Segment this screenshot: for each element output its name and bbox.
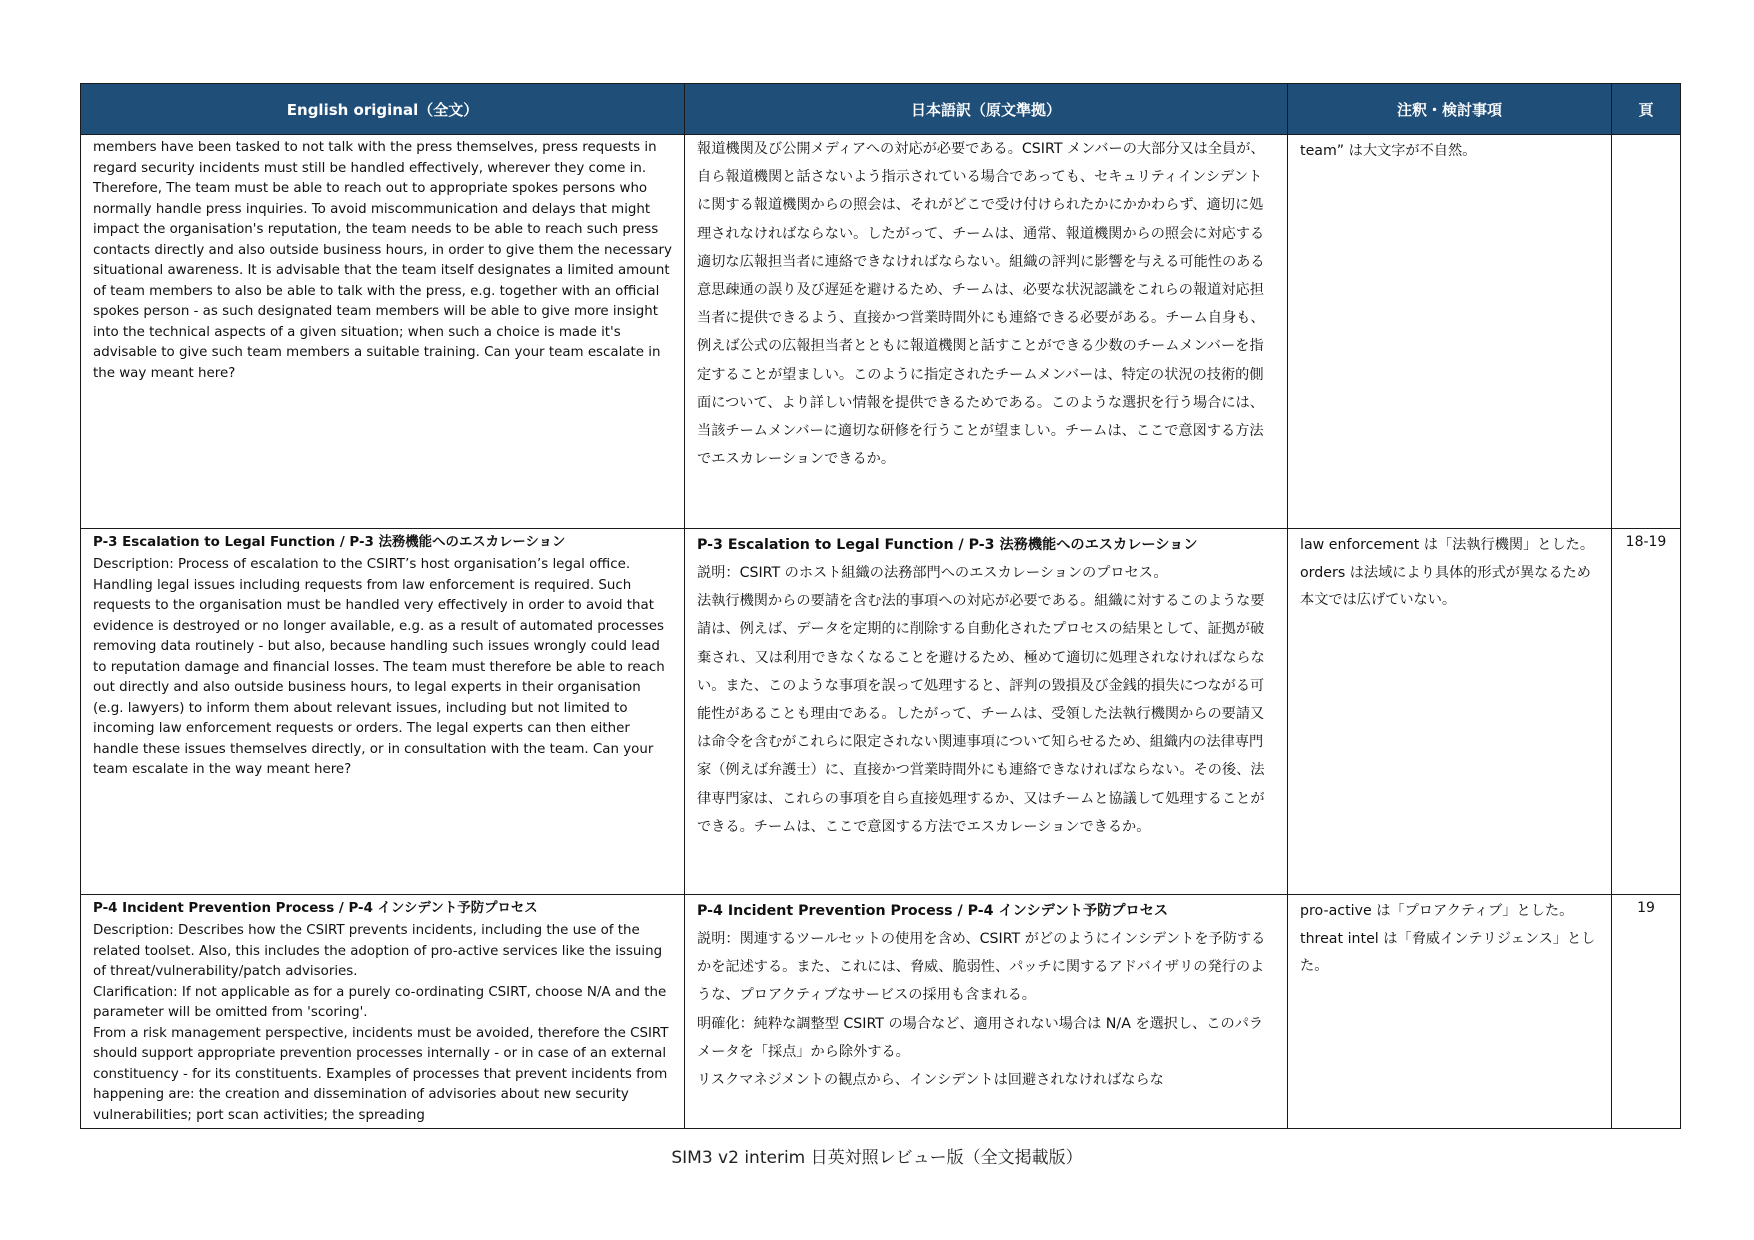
- english-paragraph: Description: Describes how the CSIRT prevents incidents, including the use of the related toolset. Also, this includes the adoption of pro-active services like the issuing of threat/vulnerability/patch advisories.: [93, 923, 663, 979]
- review-table: [80, 83, 1681, 1129]
- header-english-original: English original（全文）: [81, 84, 685, 135]
- english-paragraph: From a risk management perspective, incidents must be avoided, therefore the CSIRT should support appropriate prevention processes internally - or in case of an external constituency - for its constituents. Examples of processes that prevent incidents from happening are: the creation and dissemination of advisories about new security vulnerabilities; port scan activities; the spreading: [93, 1025, 669, 1123]
- english-paragraph: Clarification: If not applicable as for a purely co-ordinating CSIRT, choose N/A and the parameter will be omitted from 'scoring'.: [93, 984, 667, 1020]
- row-title-japanese: P-3 Escalation to Legal Function / P-3 法務機能へのエスカレーション: [697, 537, 1198, 553]
- table-header-row: [81, 84, 1681, 135]
- japanese-paragraph: 説明：関連するツールセットの使用を含め、CSIRT がどのようにインシデントを予防するかを記述する。また、これには、脅威、脆弱性、パッチに関するアドバイザリの発行のような、プロアクティブなサービスの採用も含まれる。: [697, 931, 1266, 1004]
- row-title-english: P-4 Incident Prevention Process / P-4 インシデント予防プロセス: [93, 901, 538, 916]
- english-cell: [81, 135, 685, 529]
- japanese-paragraph: 説明：CSIRT のホスト組織の法務部門へのエスカレーションのプロセス。: [697, 565, 1168, 581]
- row-title-japanese: P-4 Incident Prevention Process / P-4 インシデント予防プロセス: [697, 903, 1169, 919]
- english-paragraph: Description: Process of escalation to the CSIRT’s host organisation’s legal office.: [93, 557, 631, 572]
- japanese-cell: [685, 529, 1288, 895]
- header-japanese-translation: 日本語訳（原文準拠）: [685, 84, 1288, 135]
- table-row: [81, 895, 1681, 1129]
- page-cell: [1612, 135, 1681, 529]
- header-page: 頁: [1612, 84, 1681, 135]
- japanese-cell: [685, 895, 1288, 1129]
- table-row: [81, 529, 1681, 895]
- notes-cell: pro-active は「プロアクティブ」とした。threat intel は「脅威インテリジェンス」とした。: [1288, 895, 1612, 1129]
- page-cell: 18-19: [1612, 529, 1681, 895]
- row-title-english: P-3 Escalation to Legal Function / P-3 法務機能へのエスカレーション: [93, 535, 566, 550]
- header-notes: 注釈・検討事項: [1288, 84, 1612, 135]
- english-cell: [81, 529, 685, 895]
- table-row: [81, 135, 1681, 529]
- japanese-paragraph: 報道機関及び公開メディアへの対応が必要である。CSIRT メンバーの大部分又は全員が、自ら報道機関と話さないよう指示されている場合であっても、セキュリティインシデントに関する報道機関からの照会は、それがどこで受け付けられたかにかかわらず、適切に処理されなければならない。したがって、チームは、通常、報道機関からの照会に対応する適切な広報担当者に連絡できなければならない。組織の評判に影響を与える可能性のある意思疎通の誤り及び遅延を避けるため、チームは、必要な状況認識をこれらの報道対応担当者に提供できるよう、直接かつ営業時間外にも連絡できる必要がある。チーム自身も、例えば公式の広報担当者とともに報道機関と話すことができる少数のチームメンバーを指定することが望ましい。このように指定されたチームメンバーは、特定の状況の技術的側面について、より詳しい情報を提供できるためである。このような選択を行う場合には、当該チームメンバーに適切な研修を行うことが望ましい。チームは、ここで意図する方法でエスカレーションできるか。: [697, 141, 1265, 468]
- english-cell: [81, 895, 685, 1129]
- review-table-container: [80, 83, 1680, 1129]
- notes-cell: law enforcement は「法執行機関」とした。orders は法域により具体的形式が異なるため本文では広げていない。: [1288, 529, 1612, 895]
- japanese-paragraph: 明確化：純粋な調整型 CSIRT の場合など、適用されない場合は N/A を選択し、このパラメータを「採点」から除外する。: [697, 1015, 1264, 1060]
- page-footer: SIM3 v2 interim 日英対照レビュー版（全文掲載版）: [671, 1148, 1083, 1168]
- page-cell: 19: [1612, 895, 1681, 1129]
- japanese-cell: [685, 135, 1288, 529]
- japanese-paragraph: 法執行機関からの要請を含む法的事項への対応が必要である。組織に対するこのような要請は、例えば、データを定期的に削除する自動化されたプロセスの結果として、証拠が破棄され、又は利用できなくなることを避けるため、極めて適切に処理されなければならない。また、このような事項を誤って処理すると、評判の毀損及び金銭的損失につながる可能性があることも理由である。したがって、チームは、受領した法執行機関からの要請又は命令を含むがこれらに限定されない関連事項について知らせるため、組織内の法律専門家（例えば弁護士）に、直接かつ営業時間外にも連絡できなければならない。その後、法律専門家は、これらの事項を自ら直接処理するか、又はチームと協議して処理することができる。チームは、ここで意図する方法でエスカレーションできるか。: [697, 593, 1265, 835]
- notes-cell: team” は大文字が不自然。: [1288, 135, 1612, 529]
- english-paragraph: Handling legal issues including requests from law enforcement is required. Such requests to the organisation must be handled very effectively in order to avoid that evidence is destroyed or no longer available, e.g. as a result of automated processes removing data routinely - but also, because handling such issues wrongly could lead to reputation damage and financial losses. The team must therefore be able to reach out directly and also outside business hours, to legal experts in their organisation (e.g. lawyers) to inform them about relevant issues, including but not limited to incoming law enforcement requests or orders. The legal experts can then either handle these issues themselves directly, or in consultation with the team. Can your team escalate in the way meant here?: [93, 577, 665, 777]
- english-paragraph: members have been tasked to not talk with the press themselves, press requests in regard security incidents must still be handled effectively, wherever they come in. Therefore, The team must be able to reach out to appropriate spokes persons who normally handle press inquiries. To avoid miscommunication and delays that might impact the organisation's reputation, the team needs to be able to reach such press contacts directly and also outside business hours, in order to give them the necessary situational awareness. It is advisable that the team itself designates a limited amount of team members to also be able to talk with the press, e.g. together with an official spokes person - as such designated team members will be able to give more insight into the technical aspects of a given situation; when such a choice is made it's advisable to give such team members a suitable training. Can your team escalate in the way meant here?: [93, 140, 672, 381]
- japanese-paragraph: リスクマネジメントの観点から、インシデントは回避されなければならな: [697, 1072, 1164, 1089]
